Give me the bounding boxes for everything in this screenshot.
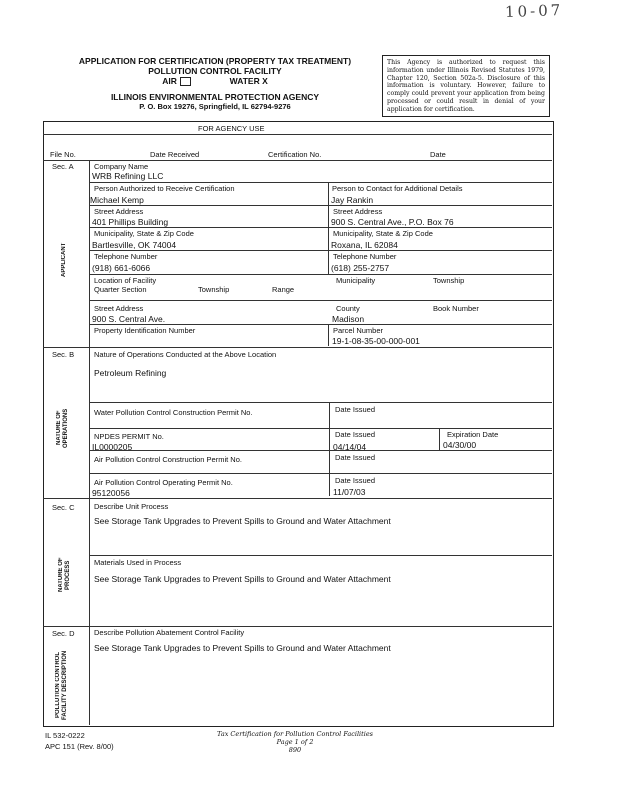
person-contact-label: Person to Contact for Additional Details: [332, 184, 463, 193]
date-received-label: Date Received: [150, 150, 200, 159]
date-issued-label-2: Date Issued: [335, 430, 376, 439]
air-operating: 95120056: [92, 488, 130, 498]
disclosure-notice: This Agency is authorized to request this information under Illinois Revised Statutes 1979, Chapter 120, Section 502a-5. Disclosure of this information is voluntary. However, failure to comply could prevent your application from being processed or could result in denial of your application for certification.: [382, 55, 550, 117]
company-name-label: Company Name: [94, 162, 149, 171]
water-checkbox-mark[interactable]: X: [262, 76, 268, 86]
date-issued-label-1: Date Issued: [335, 405, 376, 414]
footer-form: APC 151 (Rev. 8/00): [45, 742, 114, 751]
materials-label: Materials Used in Process: [94, 558, 182, 567]
npdes-label: NPDES PERMIT No.: [94, 432, 164, 441]
expiration: 04/30/00: [443, 440, 477, 450]
expiration-label: Expiration Date: [447, 430, 499, 439]
agency-name: ILLINOIS ENVIRONMENTAL PROTECTION AGENCY: [110, 92, 320, 103]
parcel: 19-1-08-35-00-000-001: [332, 336, 420, 346]
date-issued-label-4: Date Issued: [335, 476, 376, 485]
agency-address: P. O. Box 19276, Springfield, IL 62794-9276: [139, 102, 291, 112]
water-label: WATER: [229, 76, 260, 86]
nature: Petroleum Refining: [94, 368, 167, 378]
muni-label-2: Municipality, State & Zip Code: [333, 229, 433, 238]
person-authorized: Michael Kemp: [90, 195, 144, 205]
range-label: Range: [272, 285, 295, 294]
materials: See Storage Tank Upgrades to Prevent Spills to Ground and Water Attachment: [94, 574, 391, 584]
street-label-1: Street Address: [94, 207, 144, 216]
agency-date-label: Date: [430, 150, 446, 159]
footer-code: IL 532-0222: [45, 731, 85, 740]
describe-process: See Storage Tank Upgrades to Prevent Spills to Ground and Water Attachment: [94, 516, 391, 526]
handwritten-mark: 10-07: [504, 0, 564, 22]
describe-process-label: Describe Unit Process: [94, 502, 169, 511]
person-contact: Jay Rankin: [331, 195, 374, 205]
air-permit-label: Air Pollution Control Construction Permit No.: [94, 455, 242, 464]
street-label-2: Street Address: [333, 207, 383, 216]
muni-1: Bartlesville, OK 74004: [92, 240, 177, 250]
phone-label-1: Telephone Number: [94, 252, 158, 261]
facility-street-label: Street Address: [94, 304, 144, 313]
form-subtitle: POLLUTION CONTROL FACILITY: [148, 66, 282, 76]
county: Madison: [332, 314, 365, 324]
sec-b-label: Sec. B: [52, 350, 75, 359]
sec-c-side-label: NATURE OF PROCESS: [58, 557, 71, 593]
parcel-label: Parcel Number: [333, 326, 384, 335]
air-checkbox[interactable]: [180, 77, 191, 86]
nature-label: Nature of Operations Conducted at the Above Location: [94, 350, 277, 359]
air-water-line: [60, 76, 370, 86]
phone-1: (918) 661-6066: [92, 263, 151, 273]
county-label: County: [336, 304, 360, 313]
person-authorized-label: Person Authorized to Receive Certification: [94, 184, 235, 193]
sec-a-label: Sec. A: [52, 162, 74, 171]
facility-street: 900 S. Central Ave.: [92, 314, 166, 324]
date-issued-label-3: Date Issued: [335, 453, 376, 462]
pollution-facility-label: Describe Pollution Abatement Control Facility: [94, 628, 245, 637]
npdes: IL0000205: [92, 442, 133, 452]
date-issued-4: 11/07/03: [333, 487, 366, 497]
sec-b-side-label: NATURE OF OPERATIONS: [56, 408, 69, 448]
water-permit-label: Water Pollution Control Construction Permit No.: [94, 408, 253, 417]
footer-center: [200, 730, 390, 754]
date-issued-2: 04/14/04: [333, 442, 367, 452]
footer-title: Tax Certification for Pollution Control Facilities: [216, 730, 374, 738]
phone-label-2: Telephone Number: [333, 252, 397, 261]
certification-no-label: Certification No.: [268, 150, 322, 159]
property-id-label: Property Identification Number: [94, 326, 196, 335]
file-no-label: File No.: [50, 150, 76, 159]
air-operating-label: Air Pollution Control Operating Permit No.: [94, 478, 233, 487]
sec-c-label: Sec. C: [52, 503, 75, 512]
air-label: AIR: [162, 76, 177, 86]
agency-use-label: FOR AGENCY USE: [198, 124, 265, 133]
sec-d-side-label: POLLUTION CONTROL FACILITY DESCRIPTION: [55, 650, 68, 720]
sec-d-label: Sec. D: [52, 629, 75, 638]
township-range-township: Township: [198, 285, 230, 294]
footer-batch: 890: [288, 746, 302, 754]
sec-a-side-label: APPLICANT: [61, 242, 67, 278]
municipality-label: Municipality: [336, 276, 376, 285]
street-1: 401 Phillips Building: [92, 217, 169, 227]
company-name: WRB Refining LLC: [92, 171, 164, 181]
footer-page: Page 1 of 2: [276, 738, 314, 746]
street-2: 900 S. Central Ave., P.O. Box 76: [331, 217, 454, 227]
muni-2: Roxana, IL 62084: [331, 240, 398, 250]
pollution-facility-description: See Storage Tank Upgrades to Prevent Spills to Ground and Water Attachment: [94, 643, 391, 653]
muni-label-1: Municipality, State & Zip Code: [94, 229, 194, 238]
phone-2: (618) 255-2757: [331, 263, 390, 273]
book-number-label: Book Number: [433, 304, 479, 313]
township-label: Township: [433, 276, 465, 285]
quarter-section-label: Quarter Section: [94, 285, 147, 294]
form-header: [60, 56, 370, 112]
form-title: APPLICATION FOR CERTIFICATION (PROPERTY TAX TREATMENT): [78, 56, 352, 66]
location-label: Location of Facility: [94, 276, 157, 285]
